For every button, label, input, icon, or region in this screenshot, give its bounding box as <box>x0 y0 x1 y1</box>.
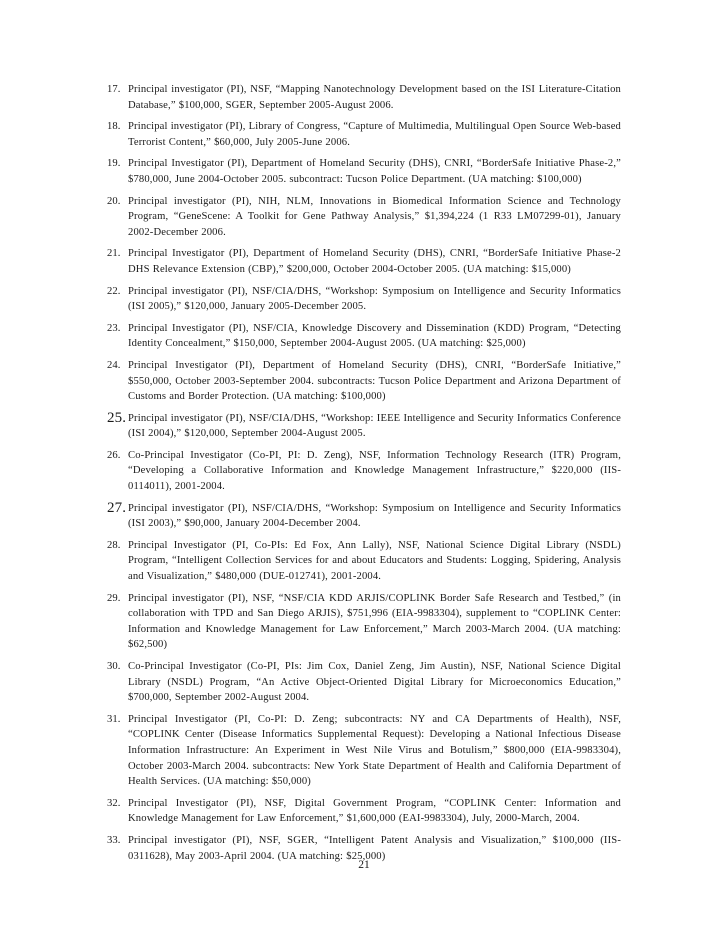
grant-item-17 <box>107 82 621 113</box>
grant-description: Principal investigator (PI), NIH, NLM, Innovations in Biomedical Information Science and Technology Program, “GeneScene: A Toolkit for Gene Pathway Analysis,” $1,394,224 (1 R33 LM07299-01), January 2002-December 2006. <box>128 195 621 238</box>
grant-description: Co-Principal Investigator (Co-PI, PIs: Jim Cox, Daniel Zeng, Jim Austin), NSF, National Science Digital Library (NSDL) Program, “An Active Object-Oriented Digital Library for Microeconomics Education,” $700,000, September 2002-August 2004. <box>128 661 621 704</box>
grant-description: Principal investigator (PI), NSF, SGER, “Intelligent Patent Analysis and Visualization,” $100,000 (IIS-0311628), May 2003-April 2004. (UA matching: $25,000) <box>128 834 621 862</box>
grant-item-20 <box>107 194 621 241</box>
grant-item-21 <box>107 246 621 277</box>
grant-description: Principal Investigator (PI), NSF, Digital Government Program, “COPLINK Center: Information and Knowledge Management for Law Enforcement,” $1,600,000 (EAI-9983304), July, 2000-March, 2004. <box>128 797 621 825</box>
grant-number: 29. <box>107 592 121 604</box>
grant-description: Principal investigator (PI), NSF, “Mapping Nanotechnology Development based on the ISI Literature-Citation Database,” $100,000, SGER, September 2005-August 2006. <box>128 84 621 111</box>
grant-description: Principal investigator (PI), NSF, “NSF/CIA KDD ARJIS/COPLINK Border Safe Research and Testbed,” (in collaboration with TPD and San Diego ARJIS), $751,996 (EIA-9983304), supplement to “COPLINK Center: Information and Knowledge Management for Law Enforcement,” March 2003-March 2004. (UA matching: $62,500) <box>128 592 621 651</box>
grant-description: Principal investigator (PI), NSF/CIA/DHS, “Workshop: IEEE Intelligence and Security Informatics Conference (ISI 2004),” $120,000, September 2004-August 2005. <box>128 412 621 440</box>
grant-item-25 <box>107 411 621 442</box>
grant-item-22 <box>107 284 621 315</box>
grant-number: 22. <box>107 285 121 297</box>
grant-number: 31. <box>107 713 121 725</box>
grant-number: 30. <box>107 661 121 672</box>
grant-description: Principal investigator (PI), Library of Congress, “Capture of Multimedia, Multilingual Open Source Web-based Terrorist Content,” $60,000, July 2005-June 2006. <box>128 121 621 148</box>
grant-description: Principal Investigator (PI, Co-PI: D. Zeng; subcontracts: NY and CA Departments of Health), NSF, “COPLINK Center (Disease Informatics Supplemental Request): Developing a National Infectious Disease Information Infrastructure: An Experiment in West Nile Virus and Botulism,” $800,000 (EIA-9983304), October 2003-March 2004. subcontracts: New York State Department of Health and California Department of Health Services. (UA matching: $50,000) <box>128 713 621 788</box>
grant-description: Principal investigator (PI), NSF/CIA/DHS, “Workshop: Symposium on Intelligence and Security Informatics (ISI 2003),” $90,000, January 2004-December 2004. <box>128 502 621 530</box>
grant-description: Principal Investigator (PI), Department of Homeland Security (DHS), CNRI, “BorderSafe Initiative Phase-2,” $780,000, June 2004-October 2005. subcontract: Tucson Police Department. (UA matching: $100,000) <box>128 158 621 185</box>
grant-number: 21. <box>107 248 121 260</box>
grant-item-27 <box>107 501 621 532</box>
grant-item-23 <box>107 321 621 352</box>
grant-item-28 <box>107 538 621 585</box>
grant-number: 27. <box>107 499 127 516</box>
grant-number: 17. <box>107 84 121 95</box>
page-number: 21 <box>358 859 370 871</box>
grant-item-24 <box>107 358 621 405</box>
grant-number: 18. <box>107 121 121 133</box>
grant-number: 25. <box>107 409 127 426</box>
grant-number: 32. <box>107 797 121 809</box>
grant-item-18 <box>107 119 621 150</box>
grant-number: 23. <box>107 322 121 334</box>
grant-item-26 <box>107 448 621 495</box>
grant-item-29 <box>107 591 621 653</box>
grant-item-19 <box>107 156 621 187</box>
grant-description: Principal Investigator (PI), NSF/CIA, Knowledge Discovery and Dissemination (KDD) Program, “Detecting Identity Concealment,” $150,000, September 2004-August 2005. (UA matching: $25,000) <box>128 322 621 350</box>
grant-description: Principal Investigator (PI, Co-PIs: Ed Fox, Ann Lally), NSF, National Science Digital Library (NSDL) Program, “Intelligent Collection Services for and about Educators and Students: Logging, Spidering, Analysis and Visualization,” $480,000 (DUE-012741), 2001-2004. <box>128 539 621 583</box>
grant-description: Principal investigator (PI), NSF/CIA/DHS, “Workshop: Symposium on Intelligence and Security Informatics (ISI 2005),” $120,000, January 2005-December 2005. <box>128 285 621 313</box>
grant-item-31 <box>107 712 621 790</box>
grant-item-30 <box>107 659 621 706</box>
grant-number: 19. <box>107 158 121 170</box>
grant-number: 20. <box>107 195 121 207</box>
grant-number: 26. <box>107 449 121 461</box>
grant-item-32 <box>107 796 621 827</box>
grant-description: Co-Principal Investigator (Co-PI, PI: D. Zeng), NSF, Information Technology Research (ITR) Program, “Developing a Collaborative Information and Knowledge Management Infrastructure,” $220,000 (IIS-0114011), 2001-2004. <box>128 449 621 493</box>
grant-list <box>107 82 621 870</box>
grant-number: 28. <box>107 539 121 551</box>
grant-description: Principal Investigator (PI), Department of Homeland Security (DHS), CNRI, “BorderSafe Initiative Phase-2 DHS Relevance Extension (CBP),” $200,000, October 2004-October 2005. (UA matching: $15,000) <box>128 248 621 275</box>
grant-number: 33. <box>107 834 121 846</box>
grant-description: Principal Investigator (PI), Department of Homeland Security (DHS), CNRI, “BorderSafe Initiative,” $550,000, October 2003-September 2004. subcontracts: Tucson Police Department and Arizona Department of Customs and Border Protection. (UA matching: $100,000) <box>128 359 621 403</box>
grant-number: 24. <box>107 359 121 371</box>
